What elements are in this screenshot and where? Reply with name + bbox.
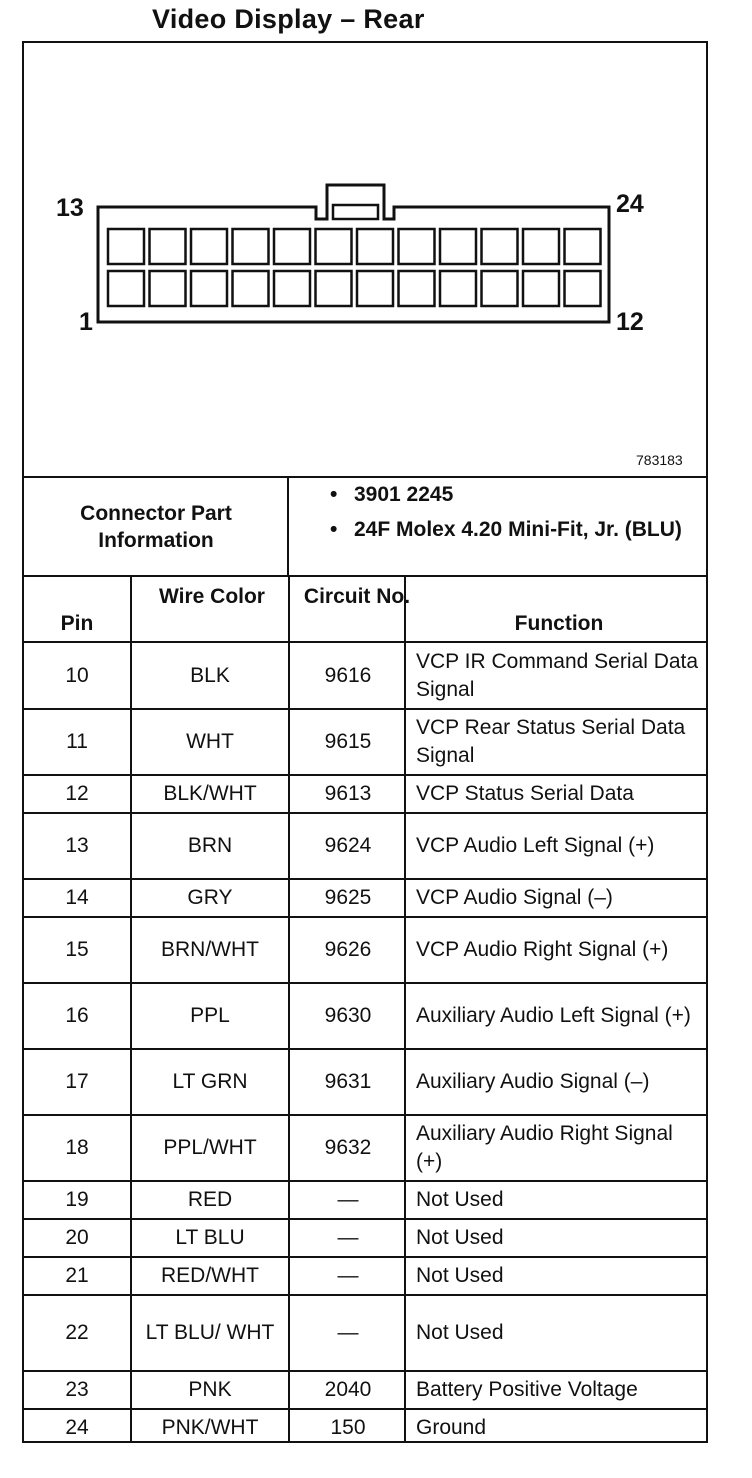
wire-color-cell: PPL/WHT bbox=[163, 1136, 257, 1159]
function-cell: VCP IR Command Serial Data Signal bbox=[416, 650, 699, 701]
connector-cavity bbox=[191, 229, 227, 264]
circuit-cell: 9613 bbox=[324, 782, 372, 805]
pin-cell: 20 bbox=[65, 1226, 89, 1249]
connector-cavity bbox=[440, 229, 476, 264]
connector-cavity bbox=[150, 229, 186, 264]
connector-cavity bbox=[482, 271, 518, 306]
table-row bbox=[24, 983, 706, 1049]
pin-cell: 11 bbox=[66, 730, 88, 753]
wire-color-cell: PPL bbox=[190, 1004, 230, 1027]
wire-color-cell: BRN bbox=[187, 834, 233, 857]
pin-cell: 18 bbox=[65, 1136, 89, 1159]
pin-cell: 15 bbox=[65, 938, 89, 961]
connector-cavity bbox=[150, 271, 186, 306]
circuit-cell: 150 bbox=[330, 1416, 366, 1439]
table-row bbox=[24, 1049, 706, 1115]
pin-label-1: 1 bbox=[79, 308, 93, 336]
function-cell: Not Used bbox=[416, 1264, 504, 1287]
wire-color-cell: GRY bbox=[187, 886, 233, 909]
pin-label-12: 12 bbox=[616, 308, 644, 336]
function-cell: VCP Rear Status Serial Data Signal bbox=[416, 716, 686, 767]
connector-drawing bbox=[22, 41, 708, 477]
table-row bbox=[24, 1219, 706, 1257]
connector-diagram bbox=[22, 41, 708, 477]
function-cell: VCP Audio Left Signal (+) bbox=[416, 834, 655, 857]
function-cell: VCP Status Serial Data bbox=[416, 782, 634, 805]
circuit-cell: 9630 bbox=[324, 1004, 372, 1027]
pin-cell: 22 bbox=[65, 1321, 89, 1344]
wire-color-cell: LT GRN bbox=[172, 1070, 248, 1093]
connector-cavity bbox=[316, 229, 352, 264]
connector-cavity bbox=[274, 229, 310, 264]
function-cell: Battery Positive Voltage bbox=[416, 1378, 638, 1401]
pin-cell: 14 bbox=[65, 886, 89, 909]
pin-cell: 19 bbox=[65, 1188, 89, 1211]
table-row bbox=[24, 775, 706, 813]
pin-cell: 17 bbox=[65, 1070, 89, 1093]
pin-cell: 23 bbox=[65, 1378, 89, 1401]
circuit-cell: 9632 bbox=[324, 1136, 372, 1159]
connector-cavity bbox=[399, 229, 435, 264]
connector-cavity bbox=[316, 271, 352, 306]
wire-color-cell: BLK bbox=[190, 664, 230, 687]
cavity-grid bbox=[108, 229, 601, 306]
table-row bbox=[24, 1295, 706, 1371]
pin-label-13: 13 bbox=[56, 194, 84, 222]
connector-cavity bbox=[108, 271, 144, 306]
function-cell: Ground bbox=[416, 1416, 487, 1439]
circuit-cell: 2040 bbox=[324, 1378, 372, 1401]
connector-cavity bbox=[274, 271, 310, 306]
connector-latch bbox=[333, 205, 378, 219]
connector-cavity bbox=[191, 271, 227, 306]
circuit-cell: — bbox=[337, 1321, 359, 1344]
wire-color-cell: LT BLU bbox=[175, 1226, 245, 1249]
circuit-cell: 9626 bbox=[324, 938, 372, 961]
function-cell: Not Used bbox=[416, 1321, 504, 1344]
wire-color-cell: PNK bbox=[188, 1378, 232, 1401]
function-cell: VCP Audio Signal (–) bbox=[416, 886, 613, 909]
wire-color-cell: PNK/WHT bbox=[161, 1416, 259, 1439]
circuit-cell: — bbox=[337, 1226, 359, 1249]
circuit-cell: 9624 bbox=[324, 834, 372, 857]
pin-cell: 21 bbox=[65, 1264, 89, 1287]
connector-cavity bbox=[357, 271, 393, 306]
circuit-cell: — bbox=[337, 1188, 359, 1211]
connector-cavity bbox=[357, 229, 393, 264]
table-row bbox=[24, 1181, 706, 1219]
divider-table-top bbox=[22, 575, 708, 577]
table-row bbox=[24, 813, 706, 879]
page-title: Video Display – Rear bbox=[152, 4, 425, 34]
circuit-cell: 9616 bbox=[324, 664, 372, 687]
wire-color-cell: BLK/WHT bbox=[163, 782, 257, 805]
connector-cavity bbox=[482, 229, 518, 264]
table-row bbox=[24, 1115, 706, 1181]
connector-cavity bbox=[565, 229, 601, 264]
connector-cavity bbox=[233, 271, 269, 306]
divider-diagram bbox=[22, 476, 708, 478]
wire-color-cell: RED bbox=[187, 1188, 233, 1211]
connector-description: • 24F Molex 4.20 Mini-Fit, Jr. (BLU) bbox=[326, 516, 702, 543]
header-function: Function bbox=[514, 612, 604, 635]
pin-cell: 24 bbox=[65, 1416, 89, 1439]
circuit-cell: — bbox=[337, 1264, 359, 1287]
function-cell: Auxiliary Audio Right Signal (+) bbox=[416, 1122, 673, 1173]
function-cell: Auxiliary Audio Left Signal (+) bbox=[416, 1004, 691, 1027]
pin-label-24: 24 bbox=[616, 190, 644, 218]
connector-cavity bbox=[523, 229, 559, 264]
connector-cavity bbox=[440, 271, 476, 306]
pin-cell: 10 bbox=[65, 664, 89, 687]
wire-color-cell: WHT bbox=[186, 730, 234, 753]
table-row bbox=[24, 879, 706, 917]
connector-cavity bbox=[108, 229, 144, 264]
connector-part-number: • 3901 2245 bbox=[326, 481, 702, 508]
connector-info-label: Connector Part Information bbox=[80, 502, 232, 552]
wire-color-cell: RED/WHT bbox=[161, 1264, 259, 1287]
table-row bbox=[24, 1257, 706, 1295]
figure-number: 783183 bbox=[636, 452, 683, 468]
connector-cavity bbox=[565, 271, 601, 306]
header-wire-color: Wire Color bbox=[159, 585, 265, 608]
function-cell: Auxiliary Audio Signal (–) bbox=[416, 1070, 650, 1093]
pin-cell: 12 bbox=[65, 782, 89, 805]
pin-cell: 16 bbox=[65, 1004, 89, 1027]
table-row bbox=[24, 917, 706, 983]
pin-cell: 13 bbox=[65, 834, 89, 857]
function-cell: VCP Audio Right Signal (+) bbox=[416, 938, 669, 961]
circuit-cell: 9615 bbox=[324, 730, 372, 753]
connector-cavity bbox=[233, 229, 269, 264]
connector-cavity bbox=[399, 271, 435, 306]
header-pin: Pin bbox=[60, 612, 94, 635]
function-cell: Not Used bbox=[416, 1226, 504, 1249]
function-cell: Not Used bbox=[416, 1188, 504, 1211]
table-row bbox=[24, 1371, 706, 1409]
table-row bbox=[24, 643, 706, 709]
circuit-cell: 9631 bbox=[324, 1070, 372, 1093]
connector-cavity bbox=[523, 271, 559, 306]
table-row bbox=[24, 1409, 706, 1447]
wire-color-cell: BRN/WHT bbox=[161, 938, 259, 961]
circuit-cell: 9625 bbox=[324, 886, 372, 909]
connector-info-list bbox=[326, 481, 702, 551]
wire-color-cell: LT BLU/ WHT bbox=[145, 1321, 275, 1344]
table-row bbox=[24, 709, 706, 775]
header-circuit-no: Circuit No. bbox=[303, 585, 411, 608]
